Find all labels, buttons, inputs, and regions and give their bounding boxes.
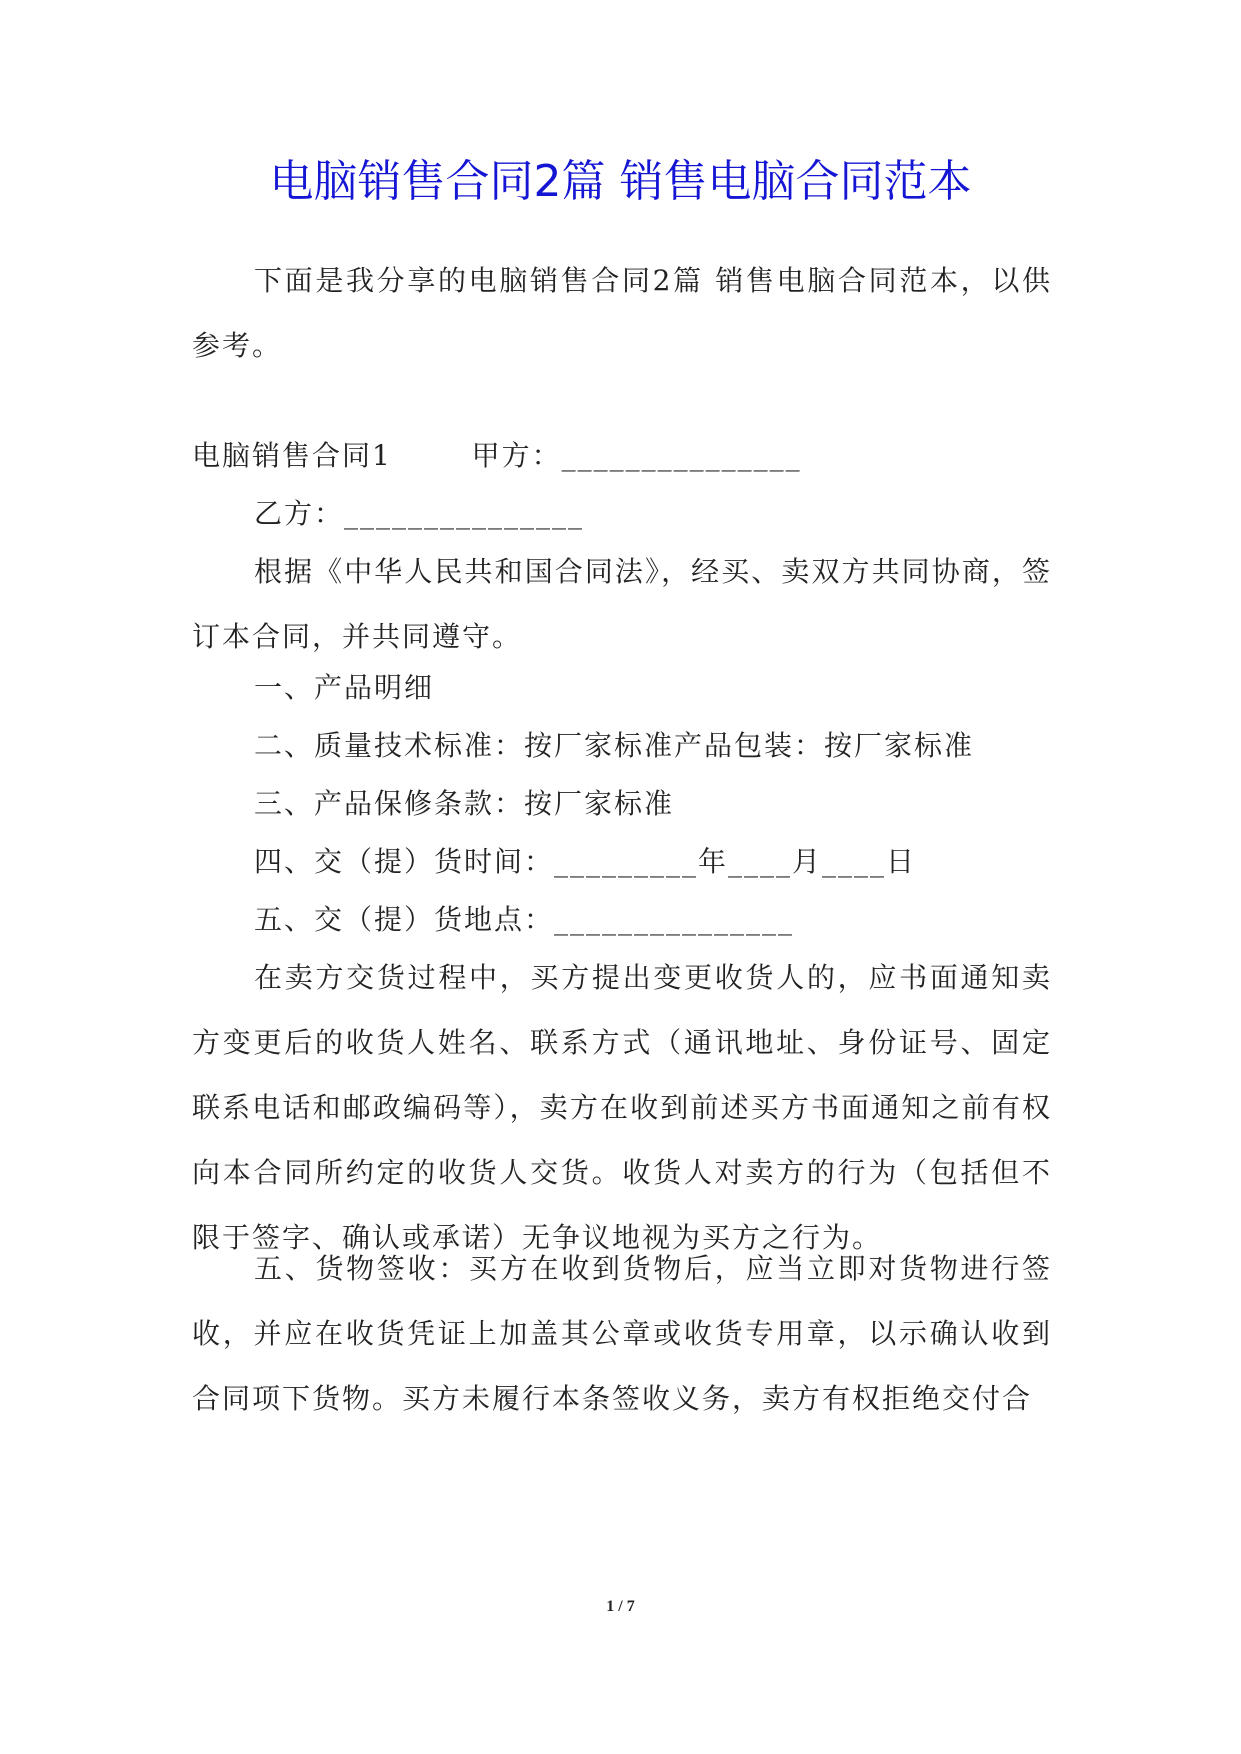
item-delivery-place: 五、交（提）货地点：_______________	[254, 903, 795, 936]
intro-paragraph: 下面是我分享的电脑销售合同2篇 销售电脑合同范本，以供参考。	[192, 264, 1052, 362]
item-warranty-terms: 三、产品保修条款：按厂家标准	[254, 787, 675, 820]
document-title: 电脑销售合同2篇 销售电脑合同范本	[269, 156, 972, 207]
item-1-line	[192, 655, 1114, 720]
delivery-paragraph: 在卖方交货过程中，买方提出变更收货人的，应书面通知卖方变更后的收货人姓名、联系方式（通讯地址、身份证号、固定联系电话和邮政编码等），卖方在收到前述买方书面通知之前有权向本合同所约定的收货人交货。收货人对卖方的行为（包括但不限于签字、确认或承诺）无争议地视为买方之行为。	[192, 961, 1052, 1254]
item-3-line	[192, 771, 1114, 836]
item-quality-standard: 二、质量技术标准：按厂家标准产品包装：按厂家标准	[254, 729, 975, 762]
basis-paragraph: 根据《中华人民共和国合同法》，经买、卖双方共同协商，签订本合同，并共同遵守。	[192, 555, 1052, 653]
party-b-line	[192, 481, 1114, 546]
delivery-section	[192, 945, 1052, 1270]
intro-section	[192, 248, 1052, 378]
page-number: 1 / 7	[606, 1598, 635, 1615]
party-a-field: 甲方：_______________	[471, 439, 802, 472]
item-5-line	[192, 887, 1114, 952]
contract-heading-line	[192, 423, 1052, 488]
item-2-line	[192, 713, 1114, 778]
receipt-paragraph: 五、货物签收：买方在收到货物后，应当立即对货物进行签收，并应在收货凭证上加盖其公章或收货专用章，以示确认收到合同项下货物。买方未履行本条签收义务，卖方有权拒绝交付合	[192, 1252, 1052, 1415]
basis-section	[192, 539, 1052, 669]
item-delivery-time: 四、交（提）货时间：_________年____月____日	[254, 845, 917, 878]
item-product-details: 一、产品明细	[254, 671, 435, 704]
receipt-section	[192, 1236, 1052, 1431]
contract-heading: 电脑销售合同1	[192, 439, 392, 472]
party-b-field: 乙方：_______________	[254, 497, 585, 530]
item-4-line	[192, 829, 1114, 894]
